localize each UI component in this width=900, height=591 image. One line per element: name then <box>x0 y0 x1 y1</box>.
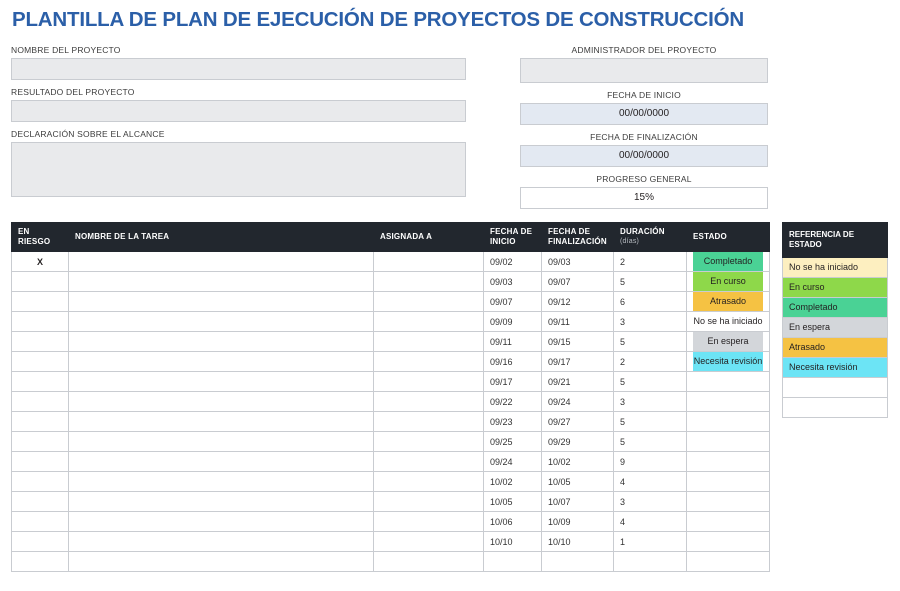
status-badge <box>693 372 763 391</box>
cell-at-risk[interactable] <box>12 412 69 432</box>
field-input-overall-progress[interactable]: 15% <box>520 187 768 209</box>
legend-status-badge: Necesita revisión <box>783 358 888 378</box>
cell-task-name[interactable] <box>69 272 374 292</box>
status-badge: En curso <box>693 272 763 291</box>
status-badge: Completado <box>693 252 763 271</box>
cell-start-date[interactable]: 10/02 <box>484 472 542 492</box>
cell-start-date[interactable]: 09/25 <box>484 432 542 452</box>
status-badge <box>693 452 763 471</box>
cell-status[interactable] <box>687 492 770 512</box>
cell-assignee[interactable] <box>374 472 484 492</box>
field-label-project-name: NOMBRE DEL PROYECTO <box>11 45 121 55</box>
legend-row <box>783 258 888 278</box>
cell-end-date[interactable]: 09/17 <box>542 352 614 372</box>
legend-status-badge: Atrasado <box>783 338 888 358</box>
cell-assignee[interactable] <box>374 532 484 552</box>
cell-task-name[interactable] <box>69 512 374 532</box>
cell-at-risk[interactable]: X <box>12 252 69 272</box>
cell-end-date[interactable]: 10/10 <box>542 532 614 552</box>
cell-start-date[interactable]: 09/03 <box>484 272 542 292</box>
field-input-scope-statement[interactable] <box>11 142 466 197</box>
table-row <box>12 392 770 412</box>
cell-status[interactable] <box>687 272 770 292</box>
cell-task-name[interactable] <box>69 292 374 312</box>
cell-assignee[interactable] <box>374 332 484 352</box>
cell-end-date[interactable]: 09/21 <box>542 372 614 392</box>
cell-duration[interactable]: 9 <box>614 452 687 472</box>
cell-duration[interactable]: 5 <box>614 272 687 292</box>
cell-at-risk[interactable] <box>12 392 69 412</box>
cell-assignee[interactable] <box>374 292 484 312</box>
col-header-at-risk: EN RIESGO <box>12 223 69 252</box>
status-badge <box>693 412 763 431</box>
cell-status[interactable] <box>687 472 770 492</box>
legend-row <box>783 278 888 298</box>
field-label-overall-progress: PROGRESO GENERAL <box>596 174 692 184</box>
status-legend-wrapper <box>782 222 888 418</box>
cell-start-date[interactable]: 09/24 <box>484 452 542 472</box>
task-table-wrapper <box>11 222 769 572</box>
table-row <box>12 532 770 552</box>
field-input-project-result[interactable] <box>11 100 466 122</box>
cell-end-date[interactable]: 09/27 <box>542 412 614 432</box>
cell-assignee[interactable] <box>374 432 484 452</box>
cell-assignee[interactable] <box>374 452 484 472</box>
cell-at-risk[interactable] <box>12 332 69 352</box>
table-row <box>12 292 770 312</box>
cell-at-risk[interactable] <box>12 432 69 452</box>
field-input-start-date[interactable]: 00/00/0000 <box>520 103 768 125</box>
cell-at-risk[interactable] <box>12 552 69 572</box>
cell-assignee[interactable] <box>374 312 484 332</box>
cell-status[interactable] <box>687 312 770 332</box>
cell-task-name[interactable] <box>69 312 374 332</box>
cell-end-date[interactable]: 10/05 <box>542 472 614 492</box>
cell-assignee[interactable] <box>374 492 484 512</box>
cell-duration[interactable] <box>614 552 687 572</box>
cell-status[interactable] <box>687 252 770 272</box>
cell-task-name[interactable] <box>69 252 374 272</box>
status-legend-table <box>782 222 888 418</box>
cell-end-date[interactable]: 10/02 <box>542 452 614 472</box>
cell-status[interactable] <box>687 432 770 452</box>
col-header-start-date: FECHA DE INICIO <box>484 223 542 252</box>
table-row <box>12 332 770 352</box>
legend-status-badge: En curso <box>783 278 888 298</box>
col-header-assignee: ASIGNADA A <box>374 223 484 252</box>
cell-start-date[interactable]: 09/07 <box>484 292 542 312</box>
legend-row <box>783 298 888 318</box>
legend-row <box>783 398 888 418</box>
table-row <box>12 432 770 452</box>
cell-end-date[interactable]: 09/07 <box>542 272 614 292</box>
cell-start-date[interactable]: 09/11 <box>484 332 542 352</box>
cell-start-date[interactable]: 10/10 <box>484 532 542 552</box>
table-row <box>12 252 770 272</box>
project-info-right <box>520 45 768 209</box>
legend-row <box>783 318 888 338</box>
table-row <box>12 452 770 472</box>
status-badge <box>693 472 763 491</box>
status-badge: Necesita revisión <box>693 352 763 371</box>
cell-at-risk[interactable] <box>12 312 69 332</box>
status-badge <box>693 552 763 571</box>
field-label-project-result: RESULTADO DEL PROYECTO <box>11 87 135 97</box>
field-input-end-date[interactable]: 00/00/0000 <box>520 145 768 167</box>
table-row <box>12 312 770 332</box>
project-info-left <box>11 45 466 197</box>
cell-task-name[interactable] <box>69 432 374 452</box>
cell-task-name[interactable] <box>69 532 374 552</box>
cell-start-date[interactable]: 09/17 <box>484 372 542 392</box>
table-row <box>12 372 770 392</box>
cell-task-name[interactable] <box>69 472 374 492</box>
status-badge: No se ha iniciado <box>693 312 763 331</box>
legend-status-badge: En espera <box>783 318 888 338</box>
field-label-project-manager: ADMINISTRADOR DEL PROYECTO <box>571 45 717 55</box>
cell-assignee[interactable] <box>374 412 484 432</box>
cell-end-date[interactable] <box>542 552 614 572</box>
cell-duration[interactable]: 4 <box>614 472 687 492</box>
cell-duration[interactable]: 3 <box>614 312 687 332</box>
cell-assignee[interactable] <box>374 272 484 292</box>
cell-status[interactable] <box>687 512 770 532</box>
cell-at-risk[interactable] <box>12 272 69 292</box>
cell-at-risk[interactable] <box>12 472 69 492</box>
cell-duration[interactable]: 5 <box>614 332 687 352</box>
table-row <box>12 552 770 572</box>
col-header-status: ESTADO <box>687 223 770 252</box>
status-badge <box>693 532 763 551</box>
table-row <box>12 352 770 372</box>
cell-duration[interactable]: 3 <box>614 392 687 412</box>
cell-start-date[interactable]: 09/16 <box>484 352 542 372</box>
cell-start-date[interactable]: 09/02 <box>484 252 542 272</box>
cell-duration[interactable]: 5 <box>614 412 687 432</box>
cell-task-name[interactable] <box>69 352 374 372</box>
cell-task-name[interactable] <box>69 332 374 352</box>
legend-header: REFERENCIA DE ESTADO <box>783 223 888 258</box>
cell-start-date[interactable]: 09/23 <box>484 412 542 432</box>
cell-status[interactable] <box>687 452 770 472</box>
cell-end-date[interactable]: 09/29 <box>542 432 614 452</box>
cell-status[interactable] <box>687 532 770 552</box>
col-header-end-date: FECHA DE FINALIZACIÓN <box>542 223 614 252</box>
legend-row <box>783 338 888 358</box>
cell-start-date[interactable]: 10/05 <box>484 492 542 512</box>
cell-duration[interactable]: 2 <box>614 352 687 372</box>
status-badge <box>693 392 763 411</box>
legend-status-badge <box>783 378 888 398</box>
cell-task-name[interactable] <box>69 492 374 512</box>
cell-at-risk[interactable] <box>12 352 69 372</box>
cell-start-date[interactable] <box>484 552 542 572</box>
status-badge <box>693 512 763 531</box>
field-label-start-date: FECHA DE INICIO <box>607 90 681 100</box>
col-header-duration: DURACIÓN (días) <box>614 223 687 252</box>
task-table-body <box>12 252 770 572</box>
legend-status-badge: No se ha iniciado <box>783 258 888 278</box>
field-input-project-manager[interactable] <box>520 58 768 83</box>
cell-assignee[interactable] <box>374 392 484 412</box>
cell-task-name[interactable] <box>69 412 374 432</box>
cell-at-risk[interactable] <box>12 452 69 472</box>
legend-row <box>783 358 888 378</box>
cell-duration[interactable]: 4 <box>614 512 687 532</box>
cell-at-risk[interactable] <box>12 512 69 532</box>
cell-start-date[interactable]: 09/09 <box>484 312 542 332</box>
table-row <box>12 512 770 532</box>
cell-end-date[interactable]: 09/15 <box>542 332 614 352</box>
cell-end-date[interactable]: 09/24 <box>542 392 614 412</box>
cell-status[interactable] <box>687 552 770 572</box>
cell-at-risk[interactable] <box>12 372 69 392</box>
legend-status-badge <box>783 398 888 418</box>
cell-duration[interactable]: 2 <box>614 252 687 272</box>
cell-at-risk[interactable] <box>12 492 69 512</box>
cell-task-name[interactable] <box>69 372 374 392</box>
status-badge <box>693 492 763 511</box>
cell-assignee[interactable] <box>374 552 484 572</box>
table-row <box>12 272 770 292</box>
status-badge: Atrasado <box>693 292 763 311</box>
cell-status[interactable] <box>687 412 770 432</box>
cell-status[interactable] <box>687 332 770 352</box>
table-row <box>12 472 770 492</box>
field-label-end-date: FECHA DE FINALIZACIÓN <box>590 132 698 142</box>
cell-task-name[interactable] <box>69 452 374 472</box>
table-row <box>12 412 770 432</box>
cell-duration[interactable]: 5 <box>614 432 687 452</box>
field-label-scope-statement: DECLARACIÓN SOBRE EL ALCANCE <box>11 129 165 139</box>
cell-task-name[interactable] <box>69 552 374 572</box>
cell-at-risk[interactable] <box>12 532 69 552</box>
cell-assignee[interactable] <box>374 512 484 532</box>
task-table <box>11 222 770 572</box>
cell-status[interactable] <box>687 392 770 412</box>
cell-end-date[interactable]: 09/03 <box>542 252 614 272</box>
cell-status[interactable] <box>687 372 770 392</box>
cell-end-date[interactable]: 10/09 <box>542 512 614 532</box>
page-title: PLANTILLA DE PLAN DE EJECUCIÓN DE PROYECTOS DE CONSTRUCCIÓN <box>12 8 744 31</box>
cell-duration[interactable]: 6 <box>614 292 687 312</box>
cell-assignee[interactable] <box>374 252 484 272</box>
status-badge <box>693 432 763 451</box>
cell-end-date[interactable]: 09/11 <box>542 312 614 332</box>
cell-end-date[interactable]: 09/12 <box>542 292 614 312</box>
legend-header-row <box>783 223 888 258</box>
legend-row <box>783 378 888 398</box>
cell-status[interactable] <box>687 292 770 312</box>
cell-start-date[interactable]: 09/22 <box>484 392 542 412</box>
legend-status-badge: Completado <box>783 298 888 318</box>
cell-duration[interactable]: 1 <box>614 532 687 552</box>
legend-body <box>783 258 888 418</box>
col-header-task-name: NOMBRE DE LA TAREA <box>69 223 374 252</box>
field-input-project-name[interactable] <box>11 58 466 80</box>
table-row <box>12 492 770 512</box>
cell-assignee[interactable] <box>374 352 484 372</box>
cell-task-name[interactable] <box>69 392 374 412</box>
status-badge: En espera <box>693 332 763 351</box>
cell-end-date[interactable]: 10/07 <box>542 492 614 512</box>
cell-duration[interactable]: 3 <box>614 492 687 512</box>
cell-start-date[interactable]: 10/06 <box>484 512 542 532</box>
cell-duration[interactable]: 5 <box>614 372 687 392</box>
task-table-header-row <box>12 223 770 252</box>
cell-status[interactable] <box>687 352 770 372</box>
cell-at-risk[interactable] <box>12 292 69 312</box>
col-header-duration-sub: (días) <box>620 238 640 245</box>
cell-assignee[interactable] <box>374 372 484 392</box>
